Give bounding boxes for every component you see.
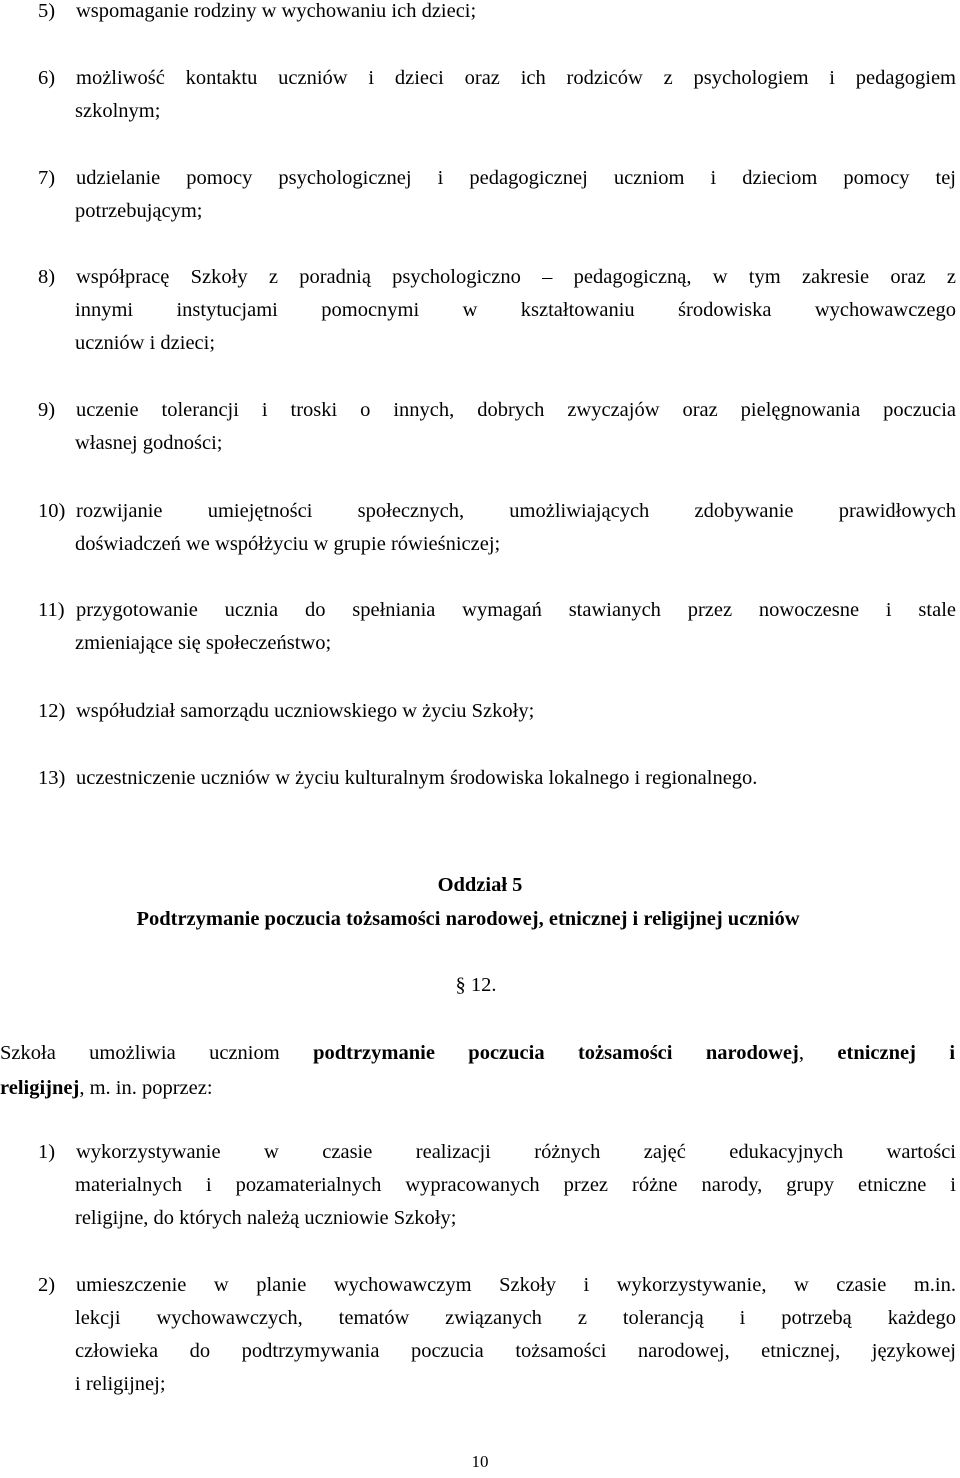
list-item: [38, 594, 956, 660]
list-item: [38, 762, 956, 795]
list-item: [38, 261, 956, 360]
section-subtitle: Podtrzymanie poczucia tożsamości narodowej, etnicznej i religijnej uczniów: [136, 908, 800, 930]
list-item-text: uczestniczenie uczniów w życiu kulturalnym środowiska lokalnego i regionalnego.: [76, 767, 758, 789]
paragraph-mark: § 12.: [455, 974, 497, 996]
list-item-text: religijne, do których należą uczniowie Szkoły;: [75, 1207, 457, 1229]
list-item-text: uczniów i dzieci;: [75, 332, 216, 354]
list-item-text: udzielanie pomocy psychologicznej i pedagogicznej uczniom i dzieciom pomocy tej: [76, 167, 956, 189]
list-item-number: 13): [38, 767, 66, 789]
list-item-text: potrzebującym;: [75, 200, 203, 222]
list-item: [38, 495, 956, 561]
list-item-number: 6): [38, 67, 56, 89]
list-item-text: rozwijanie umiejętności społecznych, umożliwiających zdobywanie prawidłowych: [76, 500, 956, 522]
intro-text: ,: [798, 1042, 838, 1064]
list-item-number: 7): [38, 167, 56, 189]
list-item-text: umieszczenie w planie wychowawczym Szkoły i wykorzystywanie, w czasie m.in.: [76, 1274, 956, 1296]
list-item-text: doświadczeń we współżyciu w grupie rówieśniczej;: [75, 533, 501, 555]
list-item-text: uczenie tolerancji i troski o innych, dobrych zwyczajów oraz pielęgnowania poczucia: [76, 399, 956, 421]
list-item-number: 2): [38, 1274, 56, 1296]
section-title: Oddział 5: [437, 874, 523, 896]
list-item-text: możliwość kontaktu uczniów i dzieci oraz ich rodziców z psychologiem i pedagogiem: [76, 67, 956, 89]
intro-bold-text: etnicznej i: [837, 1042, 956, 1064]
page-number: 10: [471, 1452, 489, 1471]
list-item-text: człowieka do podtrzymywania poczucia tożsamości narodowej, etnicznej, językowej: [75, 1340, 956, 1362]
list-item: [38, 62, 956, 128]
list-item-text: wspomaganie rodziny w wychowaniu ich dzieci;: [76, 0, 477, 22]
list-item-text: innymi instytucjami pomocnymi w kształtowaniu środowiska wychowawczego: [75, 299, 956, 321]
intro-paragraph: [0, 1036, 955, 1106]
intro-text: Szkoła umożliwia uczniom: [0, 1042, 314, 1064]
list-item-text: i religijnej;: [75, 1373, 166, 1395]
list-item: [38, 1269, 956, 1401]
list-item-text: współudział samorządu uczniowskiego w życiu Szkoły;: [76, 700, 535, 722]
intro-bold-text: podtrzymanie poczucia tożsamości narodowej: [313, 1042, 799, 1064]
list-item: [38, 695, 956, 728]
list-item-text: szkolnym;: [75, 100, 161, 122]
list-item-text: zmieniające się społeczeństwo;: [75, 632, 332, 654]
list-item-number: 9): [38, 399, 56, 421]
list-item-number: 10): [38, 500, 66, 522]
list-item-text: materialnych i pozamaterialnych wypracowanych przez różne narody, grupy etniczne i: [75, 1174, 956, 1196]
list-item: [38, 162, 956, 228]
list-item-number: 12): [38, 700, 66, 722]
list-item-text: lekcji wychowawczych, tematów związanych z tolerancją i potrzebą każdego: [75, 1307, 956, 1329]
list-item-text: wykorzystywanie w czasie realizacji różnych zajęć edukacyjnych wartości: [76, 1141, 956, 1163]
intro-text: , m. in. poprzez:: [79, 1077, 213, 1099]
list-item-number: 5): [38, 0, 56, 22]
list-item: [38, 0, 956, 28]
list-item-number: 8): [38, 266, 56, 288]
list-item-text: własnej godności;: [75, 432, 223, 454]
list-item: [38, 1136, 956, 1235]
list-item: [38, 394, 956, 460]
list-item-text: współpracę Szkoły z poradnią psychologiczno – pedagogiczną, w tym zakresie oraz z: [76, 266, 956, 288]
list-item-text: przygotowanie ucznia do spełniania wymagań stawianych przez nowoczesne i stale: [76, 599, 956, 621]
list-item-number: 1): [38, 1141, 56, 1163]
list-item-number: 11): [38, 599, 65, 621]
intro-bold-text: religijnej: [0, 1077, 80, 1099]
